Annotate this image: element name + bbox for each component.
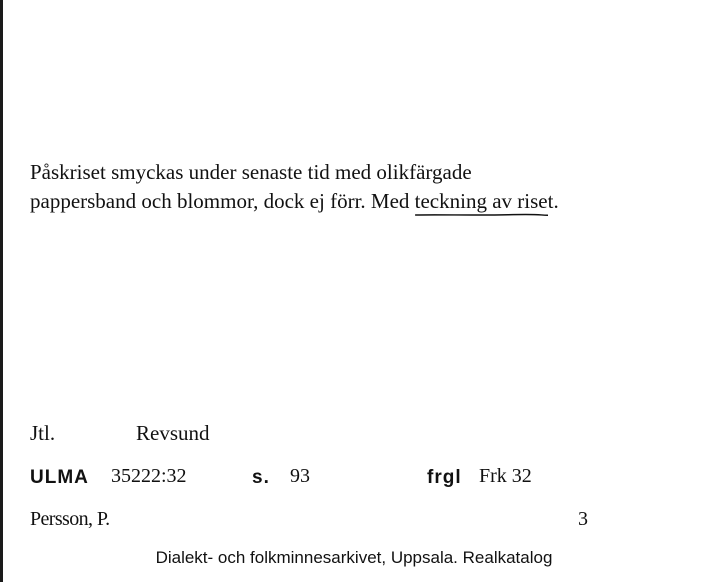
ulma-number: 35222:32 — [111, 465, 187, 487]
handwritten-underlined-phrase — [415, 191, 559, 212]
author-name: Persson, P. — [30, 508, 110, 530]
parish-label: Revsund — [136, 421, 210, 445]
underlined-phrase-text: teckning av riset. — [414, 189, 559, 213]
region-label: Jtl. — [30, 421, 56, 445]
archive-footer: Dialekt- och folkminnesarkivet, Uppsala. Realkatalog — [155, 548, 553, 567]
questionnaire-value: Frk 32 — [479, 465, 532, 487]
questionnaire-label: frgl — [427, 467, 462, 488]
page-number: 93 — [290, 465, 310, 487]
card-text-line-2-plain: pappersband och blommor, dock ej förr. Med — [30, 189, 415, 213]
card-count: 3 — [578, 508, 588, 530]
card-left-border — [0, 0, 3, 582]
page-label: s. — [252, 467, 270, 488]
card-text-line-1: Påskriset smyckas under senaste tid med olikfärgade — [30, 160, 472, 184]
handwritten-underline-stroke — [415, 213, 548, 217]
card-text-line-2 — [30, 191, 559, 212]
ulma-label: ULMA — [30, 467, 89, 488]
